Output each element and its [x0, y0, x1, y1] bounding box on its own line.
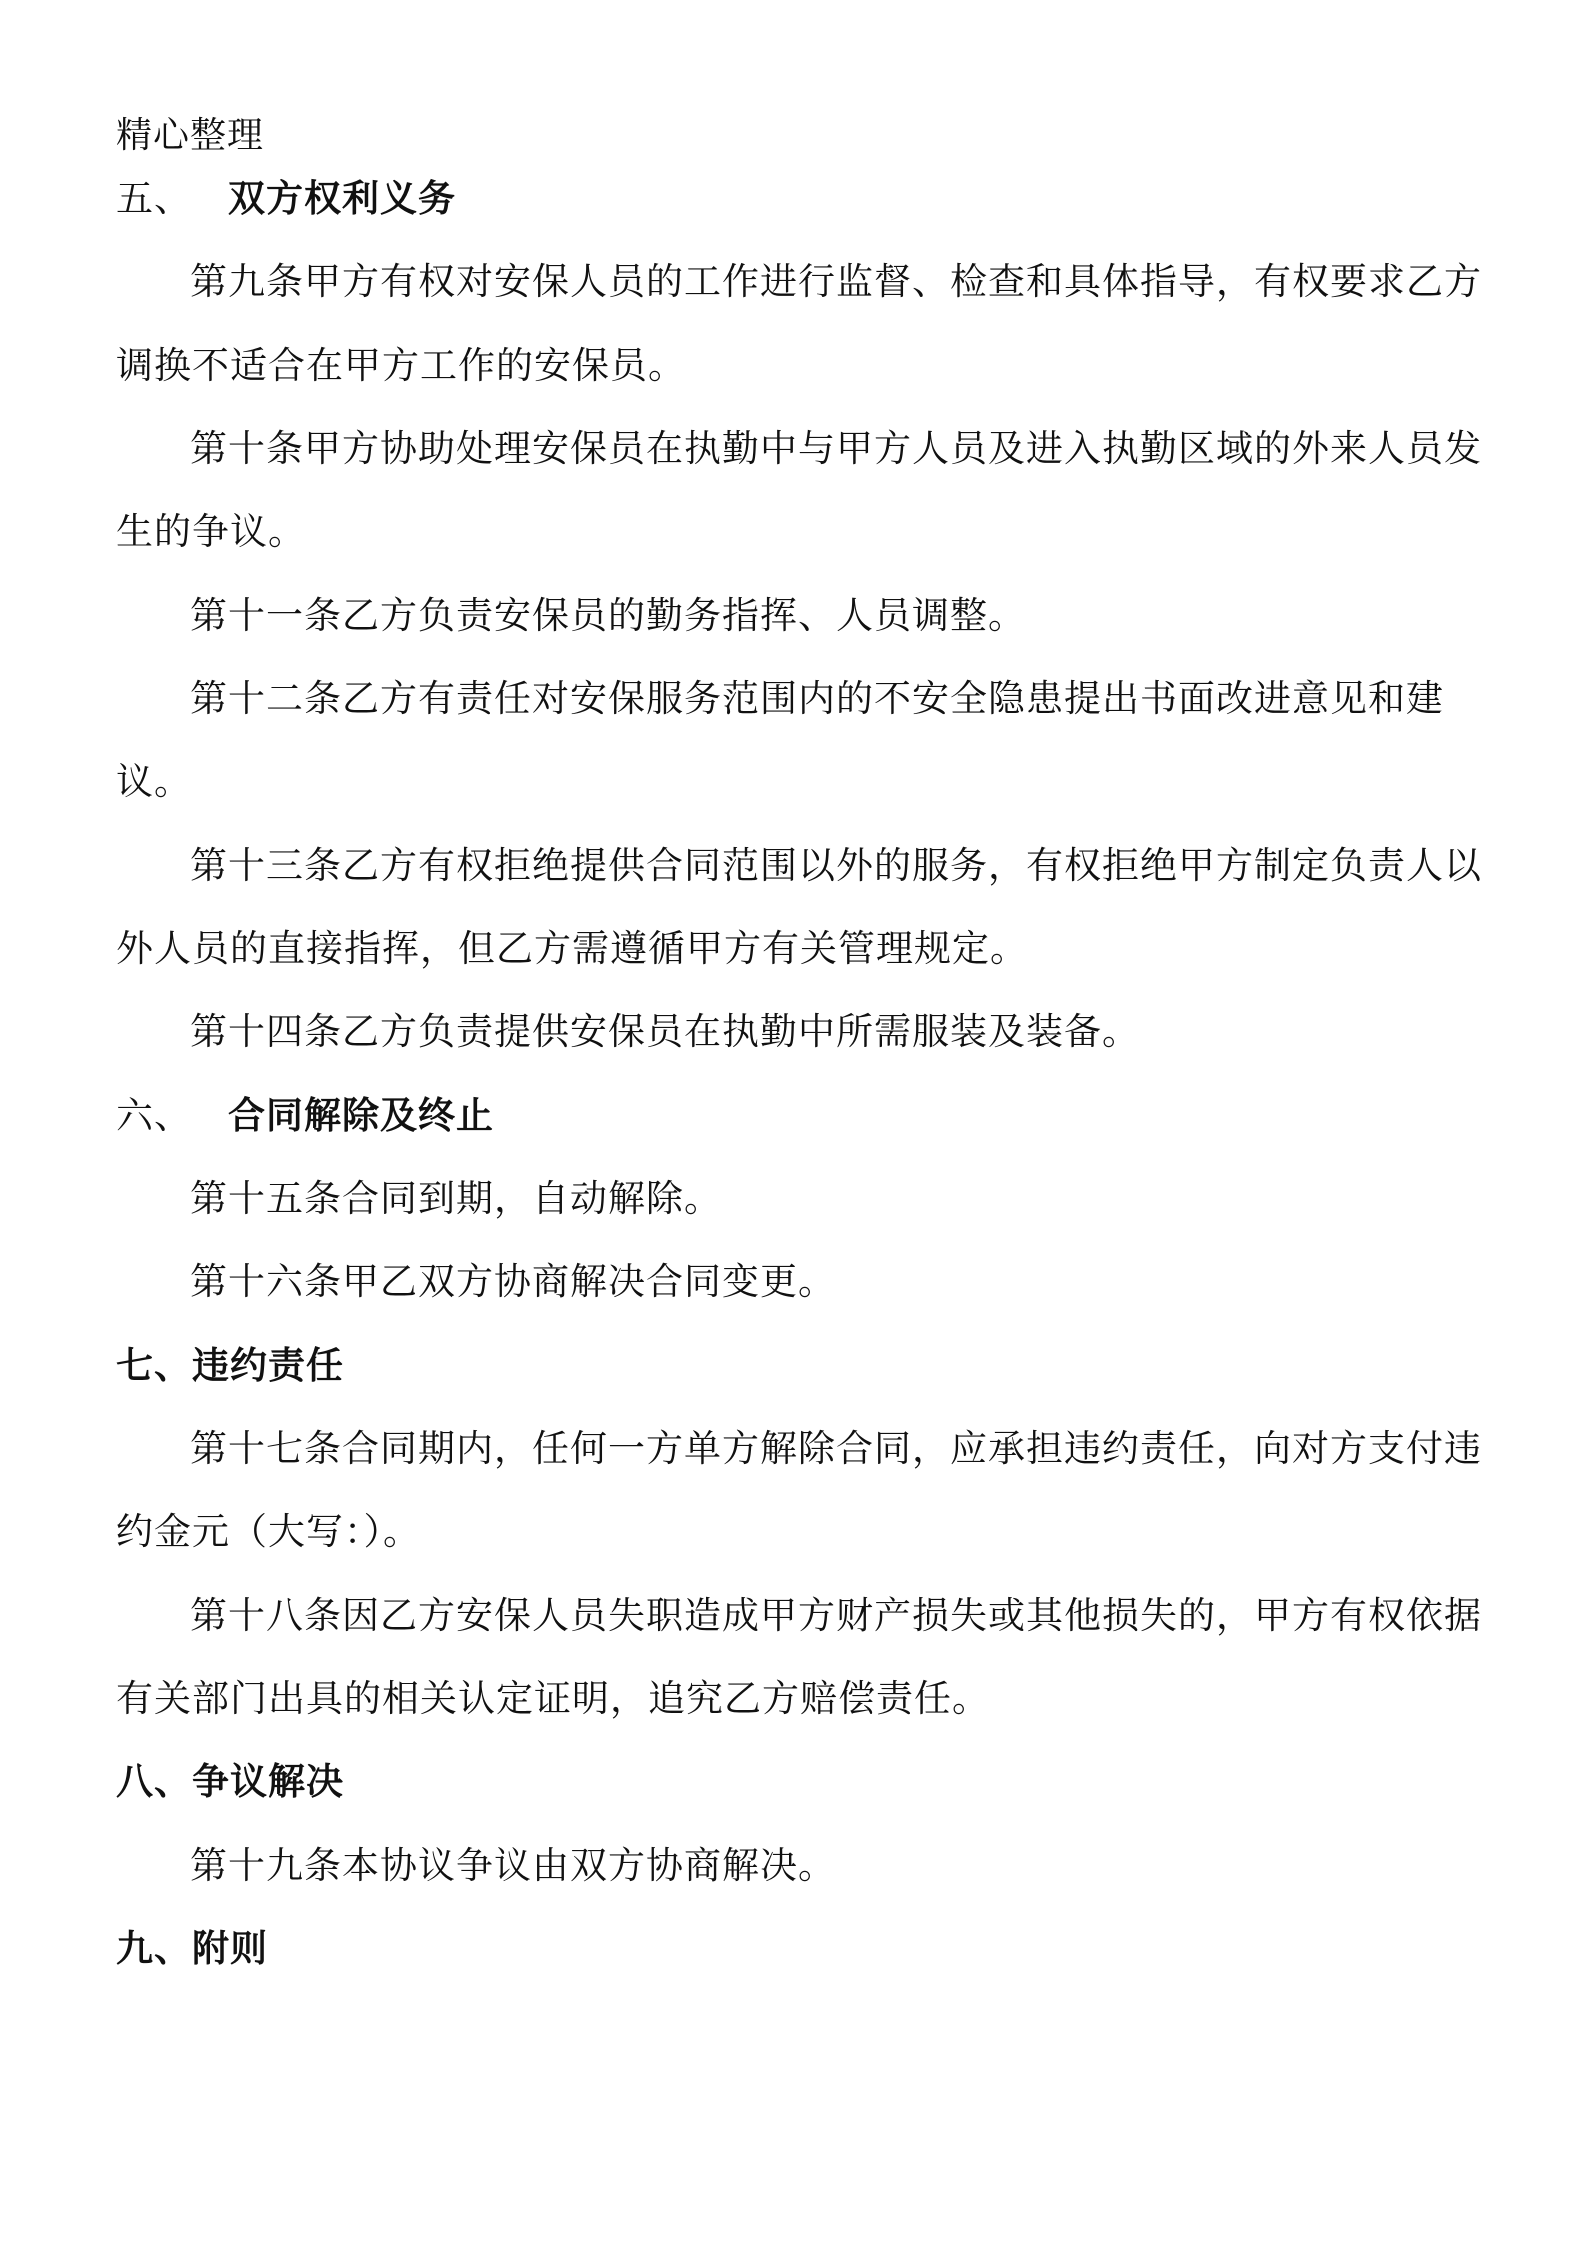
article-9-line-2: 调换不适合在甲方工作的安保员。 — [116, 344, 686, 387]
article-17-line-1: 第十七条合同期内，任何一方单方解除合同，应承担违约责任，向对方支付违 — [190, 1427, 1482, 1470]
article-19: 第十九条本协议争议由双方协商解决。 — [190, 1844, 836, 1887]
header-note: 精心整理 — [116, 115, 265, 156]
article-13-line-1: 第十三条乙方有权拒绝提供合同范围以外的服务，有权拒绝甲方制定负责人以 — [190, 844, 1482, 887]
section-number: 八、 — [116, 1760, 192, 1803]
section-number: 六、 — [116, 1094, 192, 1137]
section-heading-5 — [116, 175, 1476, 223]
article-10-line-1: 第十条甲方协助处理安保员在执勤中与甲方人员及进入执勤区域的外来人员发 — [190, 427, 1482, 470]
section-number: 五、 — [116, 177, 192, 220]
section-heading-6 — [116, 1092, 1476, 1140]
article-16: 第十六条甲乙双方协商解决合同变更。 — [190, 1260, 836, 1303]
article-9-line-1: 第九条甲方有权对安保人员的工作进行监督、检查和具体指导，有权要求乙方 — [190, 260, 1482, 303]
article-10-line-2: 生的争议。 — [116, 510, 306, 553]
section-title: 违约责任 — [192, 1344, 344, 1387]
section-title: 双方权利义务 — [228, 177, 456, 220]
article-12-line-1: 第十二条乙方有责任对安保服务范围内的不安全隐患提出书面改进意见和建 — [190, 677, 1444, 720]
section-heading-9 — [116, 1925, 1476, 1973]
section-heading-8 — [116, 1758, 1476, 1806]
section-title: 附则 — [192, 1927, 268, 1970]
section-heading-7 — [116, 1342, 1476, 1390]
section-title: 争议解决 — [192, 1760, 344, 1803]
article-18-line-1: 第十八条因乙方安保人员失职造成甲方财产损失或其他损失的，甲方有权依据 — [190, 1594, 1482, 1637]
article-13-line-2: 外人员的直接指挥，但乙方需遵循甲方有关管理规定。 — [116, 927, 1028, 970]
article-15: 第十五条合同到期，自动解除。 — [190, 1177, 722, 1220]
article-12-line-2: 议。 — [116, 760, 192, 803]
article-18-line-2: 有关部门出具的相关认定证明，追究乙方赔偿责任。 — [116, 1677, 990, 1720]
article-17-line-2: 约金元（大写：）。 — [116, 1510, 421, 1553]
section-number: 七、 — [116, 1344, 192, 1387]
article-14: 第十四条乙方负责提供安保员在执勤中所需服装及装备。 — [190, 1010, 1140, 1053]
section-title: 合同解除及终止 — [228, 1094, 494, 1137]
section-number: 九、 — [116, 1927, 192, 1970]
article-11: 第十一条乙方负责安保员的勤务指挥、人员调整。 — [190, 594, 1026, 637]
